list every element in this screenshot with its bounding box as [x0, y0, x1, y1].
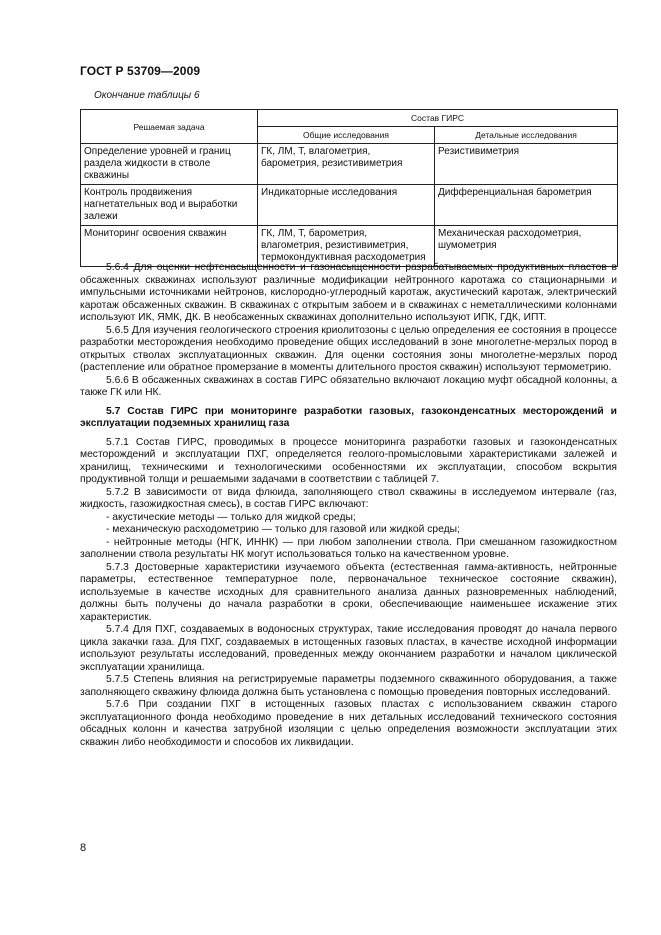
table-row — [81, 226, 618, 267]
table-row — [81, 185, 618, 226]
header-general: Общие исследования — [258, 127, 435, 144]
paragraph-5-7-3: 5.7.3 Достоверные характеристики изучаемого объекта (естественная гамма-активность, нейтронные параметры, естественное температурное поле, первоначальное техническое состояние скважин), используемые в качестве исходных для сравнительного анализа данных разновременных наблюдений, должны быть получены до начала разработки в сроки, обеспечивающие наименьшее искажение этих характеристик. — [80, 561, 617, 623]
paragraph-5-7-5: 5.7.5 Степень влияния на регистрируемые параметры подземного скважинного оборудования, а также заполняющего скважину флюида должна быть установлена с помощью проведения повторных исследований. — [80, 674, 617, 698]
list-item: - акустические методы — только для жидкой среды; — [106, 511, 356, 523]
paragraph-5-7-4: 5.7.4 Для ПХГ, создаваемых в водоносных структурах, такие исследования проводят до начала первого цикла закачки газа. Для ПХГ, создаваемых в истощенных газовых пластах, в качестве исходной информации используют результаты исследований, проведенных между окончанием разработки и началом циклической эксплуатации хранилища. — [80, 624, 617, 673]
paragraph-5-6-6: 5.6.6 В обсаженных скважинах в состав ГИРС обязательно включают локацию муфт обсадной колонны, а также ГК или НК. — [80, 374, 617, 398]
cell-detailed: Механическая расходометрия, шумометрия — [435, 226, 618, 267]
paragraph-5-7-1: 5.7.1 Состав ГИРС, проводимых в процессе мониторинга разработки газовых и газоконденсатных месторождений и эксплуатации ПХГ, определяется геолого-промысловыми характеристиками залежей и хранилищ, техническими и технологическими особенностями их эксплуатации, способом вскрытия продуктивной толщи и решаемыми задачами в соответствии с таблицей 7. — [80, 436, 617, 485]
table-row — [81, 144, 618, 185]
page-number: 8 — [80, 842, 87, 854]
table-6 — [80, 109, 618, 267]
paragraph-5-7-2: 5.7.2 В зависимости от вида флюида, заполняющего ствол скважины в исследуемом интервале (газ, жидкость, газожидкостная смесь), в состав ГИРС включают: — [80, 486, 617, 510]
cell-task: Контроль продвижения нагнетательных вод и выработки залежи — [81, 185, 258, 226]
cell-detailed: Резистивиметрия — [435, 144, 618, 185]
cell-general: ГК, ЛМ, Т, барометрия, влагометрия, резистивиметрия, термокондуктивная расходометрия — [258, 226, 435, 267]
header-task: Решаемая задача — [81, 110, 258, 144]
section-heading-5-7: 5.7 Состав ГИРС при мониторинге разработки газовых, газоконденсатных месторождений и эксплуатации подземных хранилищ газа — [80, 405, 617, 429]
cell-detailed: Дифференциальная барометрия — [435, 185, 618, 226]
page-header: ГОСТ Р 53709—2009 — [80, 64, 201, 78]
paragraph-5-7-6: 5.7.6 При создании ПХГ в истощенных газовых пластах с использованием скважин старого эксплуатационного фонда необходимо проведение в них детальных исследований технического состояния обсадных колонн и качества затрубной изоляции с целью определения возможности эксплуатации этих скважин либо необходимости и способов их ликвидации. — [80, 699, 617, 748]
paragraph-5-6-4: 5.6.4 Для оценки нефтенасыщенности и газонасыщенности разрабатываемых продуктивных пластов в обсаженных скважинах используют различные модификации нейтронного каротажа со стационарными и импульсными источниками нейтронов, кислородно-углеродный каротаж, акустический каротаж, электрический каротаж обсаженных скважин. В скважинах с открытым забоем и в скважинах с неметаллическими колоннами используют ИК, ЯМК, ДК. В необсаженных скважинах дополнительно используют ИПК, ГДК, ИПТ. — [80, 262, 617, 323]
table-caption: Окончание таблицы 6 — [94, 90, 200, 101]
body-text — [80, 262, 617, 749]
cell-general: ГК, ЛМ, Т, влагометрия, барометрия, резистивиметрия — [258, 144, 435, 185]
header-detailed: Детальные исследования — [435, 127, 618, 144]
header-group: Состав ГИРС — [258, 110, 618, 127]
list-item: - механическую расходометрию — только для газовой или жидкой среды; — [106, 524, 460, 535]
cell-task: Определение уровней и границ раздела жидкости в стволе скважины — [81, 144, 258, 185]
paragraph-5-6-5: 5.6.5 Для изучения геологического строения криолитозоны с целью определения ее состояния в процессе разработки месторождения необходимо проведение общих исследований в зоне многолетне-мерзлых пород в открытых стволах эксплуатационных скважин. Для оценки состояния зоны многолетне-мерзлых пород (растепление или обратное промерзание в моменты длительного простоя скважин) используют термометрию. — [80, 324, 617, 373]
cell-general: Индикаторные исследования — [258, 185, 435, 226]
cell-task: Мониторинг освоения скважин — [81, 226, 258, 267]
list-item: - нейтронные методы (НГК, ИННК) — при любом заполнении ствола. При смешанном газожидкостном заполнении ствола результаты НК могут использоваться только на качественном уровне. — [80, 536, 617, 560]
